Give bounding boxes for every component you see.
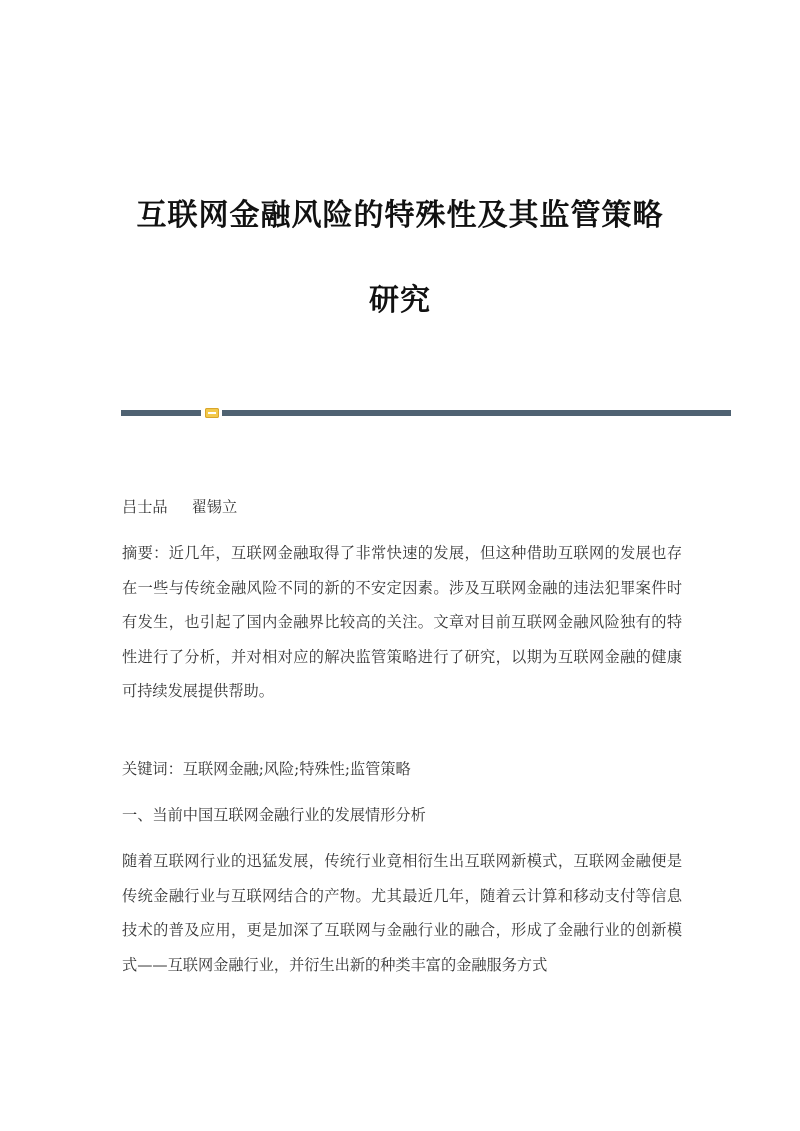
author-name: 吕士品 xyxy=(122,498,168,516)
divider-bar-left xyxy=(121,410,201,416)
paper-title-line-1: 互联网金融风险的特殊性及其监管策略 xyxy=(136,198,664,233)
section-heading: 一、当前中国互联网金融行业的发展情形分析 xyxy=(122,806,426,824)
abstract-paragraph: 摘要：近几年，互联网金融取得了非常快速的发展，但这种借助互联网的发展也存在一些与传统金融风险不同的新的不安定因素。涉及互联网金融的违法犯罪案件时有发生，也引起了国内金融界比较高的关注。文章对目前互联网金融风险独有的特性进行了分析，并对相对应的解决监管策略进行了研究，以期为互联网金融的健康可持续发展提供帮助。 xyxy=(122,544,682,700)
keywords-line: 关键词：互联网金融;风险;特殊性;监管策略 xyxy=(122,760,411,778)
envelope-icon xyxy=(205,408,219,418)
section-body-paragraph: 随着互联网行业的迅猛发展，传统行业竟相衍生出互联网新模式，互联网金融便是传统金融行业与互联网结合的产物。尤其最近几年，随着云计算和移动支付等信息技术的普及应用，更是加深了互联网与金融行业的融合，形成了金融行业的创新模式——互联网金融行业，并衍生出新的种类丰富的金融服务方式 xyxy=(122,852,682,974)
title-divider xyxy=(121,408,731,418)
author-name: 翟锡立 xyxy=(191,498,238,516)
author-list xyxy=(122,490,682,525)
paper-title-line-2: 研究 xyxy=(369,283,431,318)
divider-bar-right xyxy=(222,410,731,416)
